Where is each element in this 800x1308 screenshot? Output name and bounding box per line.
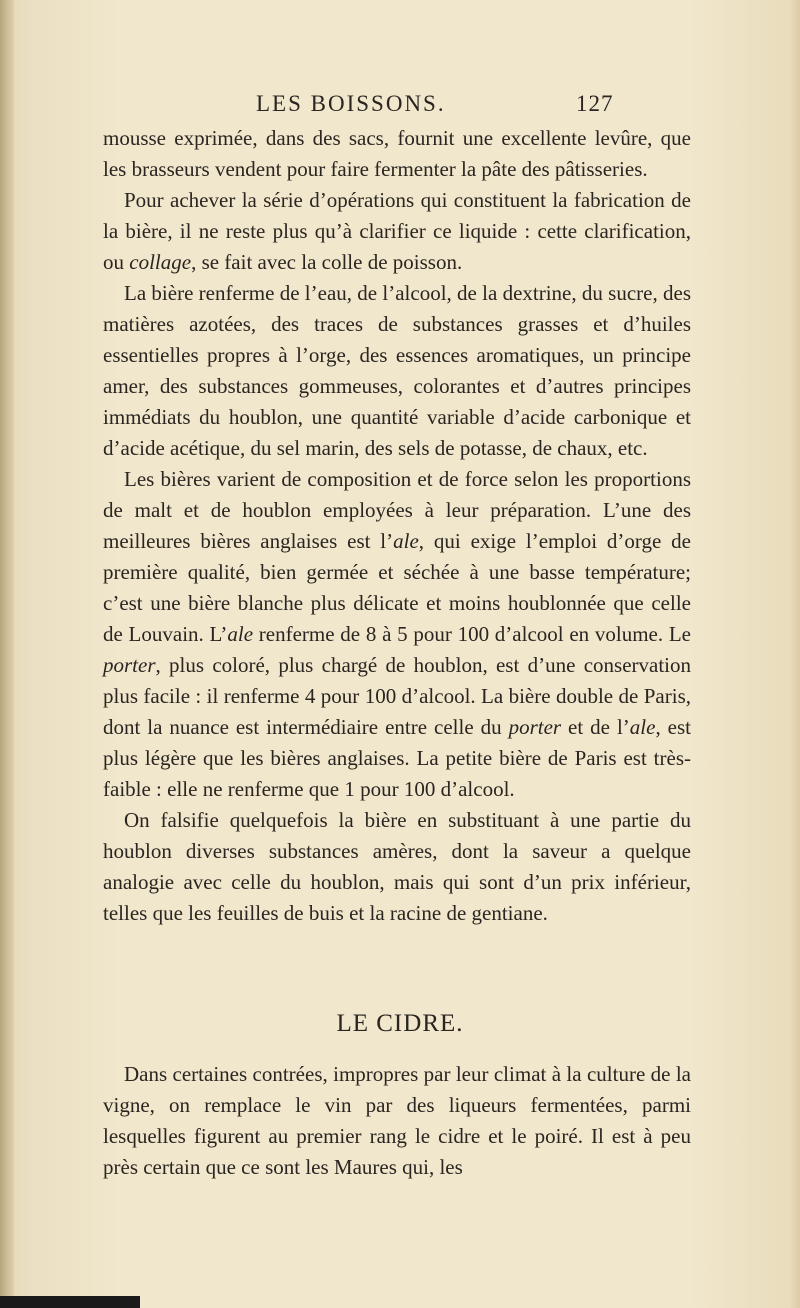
paragraph-1 (103, 123, 691, 185)
page-number: 127 (576, 91, 614, 116)
body-text (103, 123, 691, 929)
page-binding-shadow (0, 0, 14, 1308)
paragraph-4-text-c: renferme de 8 à 5 pour 100 d’alcool en volume. Le (253, 622, 691, 646)
section-body-text (103, 1059, 691, 1183)
paragraph-4-text-d: , plus coloré, plus chargé de houblon, est d’une conservation plus facile : il renferme 4 pour 100 d’alcool. La bière double de Paris, dont la nuance est intermédiaire entre celle du (103, 653, 691, 739)
paragraph-3-text: La bière renferme de l’eau, de l’alcool, de la dextrine, du sucre, des matières azotées, des traces de substances grasses et d’huiles essentielles propres à l’orge, des essences aromatiques, un principe amer, des substances gommeuses, colorantes et d’autres principes immédiats du houblon, une quantité variable d’acide carbonique et d’acide acétique, du sel marin, des sels de potasse, de chaux, etc. (103, 281, 691, 460)
paragraph-4-italic-5: ale (629, 715, 656, 739)
section-paragraph-1 (103, 1059, 691, 1183)
paragraph-5 (103, 805, 691, 929)
running-header (0, 91, 800, 117)
paragraph-4-italic-2: ale (227, 622, 254, 646)
paragraph-5-text: On falsifie quelquefois la bière en substituant à une partie du houblon diverses substances amères, dont la saveur a quelque analogie avec celle du houblon, mais qui sont d’un prix inférieur, telles que les feuilles de buis et la racine de gentiane. (103, 808, 691, 925)
paragraph-1-text: mousse exprimée, dans des sacs, fournit une excellente levûre, que les brasseurs vendent pour faire fermenter la pâte des pâtisseries. (103, 126, 691, 181)
paragraph-3 (103, 278, 691, 464)
paragraph-4-italic-3: porter (103, 653, 156, 677)
paragraph-4 (103, 464, 691, 805)
section-heading: LE CIDRE. (336, 1010, 464, 1037)
paragraph-4-text-e: et de l’ (561, 715, 630, 739)
paragraph-2 (103, 185, 691, 278)
paragraph-4-text-f: , est plus légère que les bières anglaises. La petite bière de Paris est très-faible : elle ne renferme que 1 pour 100 d’alcool. (103, 715, 691, 801)
running-header-title: LES BOISSONS. (256, 91, 446, 116)
paragraph-2-text-b: , se fait avec la colle de poisson. (191, 250, 463, 274)
paragraph-4-italic-4: porter (508, 715, 562, 739)
scan-edge-bar (0, 1296, 140, 1308)
section-paragraph-1-text: Dans certaines contrées, impropres par leur climat à la culture de la vigne, on remplace le vin par des liqueurs fermentées, parmi lesquelles figurent au premier rang le cidre et le poiré. Il est à peu près certain que ce sont les Maures qui, les (103, 1062, 691, 1179)
paragraph-2-italic: collage (129, 250, 192, 274)
paragraph-4-italic-1: ale (393, 529, 419, 553)
paragraph-4-text-b: , qui exige l’emploi d’orge de première qualité, bien germée et séchée à une basse température; c’est une bière blanche plus délicate et moins houblonnée que celle de Louvain. L’ (103, 529, 691, 646)
paragraph-4-text-a: Les bières varient de composition et de force selon les proportions de malt et de houblon employées à leur préparation. L’une des meilleures bières anglaises est l’ (103, 467, 691, 553)
paragraph-2-text-a: Pour achever la série d’opérations qui constituent la fabrication de la bière, il ne reste plus qu’à clarifier ce liquide : cette clarification, ou (103, 188, 691, 274)
